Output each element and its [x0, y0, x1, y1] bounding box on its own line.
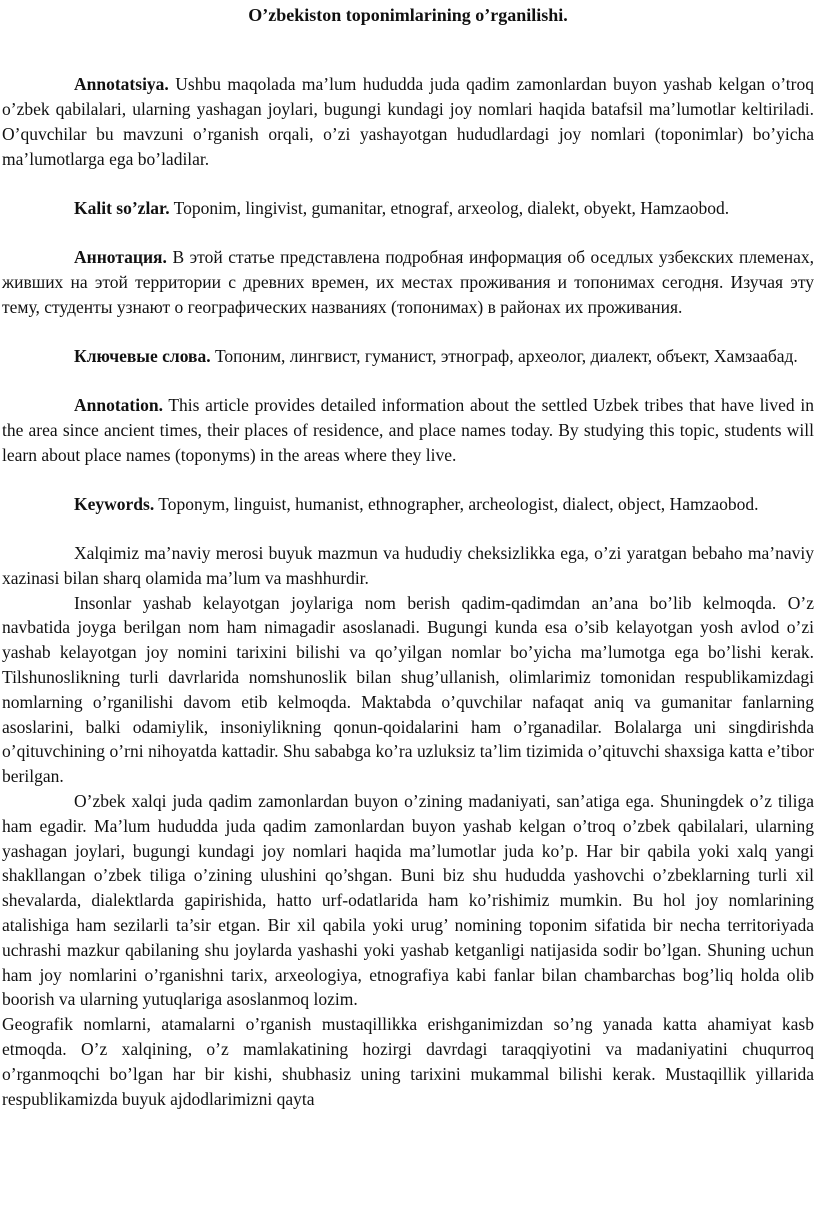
spacer: [2, 28, 814, 72]
spacer: [2, 320, 814, 344]
annotation-en-text: This article provides detailed information about the settled Uzbek tribes that have lived in the area since ancient times, their places of residence, and place names today. By studying this topic, students will learn about place names (toponyms) in the areas where they live.: [2, 395, 814, 465]
keywords-ru: [2, 344, 814, 369]
keywords-en-lead: Keywords.: [74, 494, 155, 514]
body-paragraph-3: O’zbek xalqi juda qadim zamonlardan buyon o’zining madaniyati, san’atiga ega. Shuningdek o’z tiliga ham egadir. Ma’lum hududda juda qadim zamonlardan buyon yashab kelgan o’troq o’zbek qabilalari, ularning yashagan joylari, bugungi kundagi joy nomlari haqida ma’lumotlar juda ko’p. Har bir qabila yoki xalq yangi shakllangan o’zbek tiliga o’zining ulushini qo’shgan. Buni biz shu hududda yashovchi o’zbeklarning turli xil shevalarda, dialektlarda gapirishida, hatto urf-odatlarida ham ko’rishimiz mumkin. Bu hol joy nomlarining atalishiga ham sezilarli ta’sir etgan. Bir xil qabila yoki urug’ nomining toponim sifatida bir necha territoriyada uchrashi mazkur qabilaning shu joylarda yashashi yoki yashab ketganligi natijasida sodir bo’lgan. Shuning uchun ham joy nomlarini o’rganishni tarix, arxeologiya, etnografiya kabi fanlar bilan chambarchas bog’liq holda olib boorish va ularning yutuqlariga asoslanmoq lozim.: [2, 790, 814, 1010]
spacer: [2, 468, 814, 492]
annotation-ru-text: В этой статье представлена подробная информация об оседлых узбекских племенах, живших на этой территории с древних времен, их местах проживания и топонимах сегодня. Изучая эту тему, студенты узнают о географических названиях (топонимах) в районах их проживания.: [2, 247, 814, 317]
annotation-ru-lead: Аннотация.: [74, 247, 167, 267]
spacer: [2, 172, 814, 196]
keywords-en: [2, 492, 814, 517]
annotation-uz: [2, 72, 814, 172]
spacer: [2, 369, 814, 393]
keywords-en-text: Toponym, linguist, humanist, ethnographer, archeologist, dialect, object, Hamzaobod.: [154, 494, 759, 514]
spacer: [2, 517, 814, 541]
document-title: O’zbekiston toponimlarining o’rganilishi.: [248, 5, 568, 25]
body-paragraph-2: Insonlar yashab kelayotgan joylariga nom berish qadim-qadimdan an’ana bo’lib kelmoqda. O’z navbatida joyga berilgan nom ham nimagadir asoslanadi. Bugungi kunda esa o’sib kelayotgan yosh avlod o’zi yashab kelayotgan joy nomini tarixini bilishi va qo’yilgan nomlar bo’yicha ma’lumotga ega bo’lishi kerak. Tilshunoslikning turli davrlarida nomshunoslik bilan shug’ullanish, olimlarimiz tomonidan respublikamizdagi nomlarning o’rganilishi davom etib kelmoqda. Maktabda o’quvchilar nafaqat aniq va gumanitar fanlarning asoslarini, balki odamiylik, insoniylikning qonun-qoidalarini ham o’rganadilar. Bolalarga uni singdirishda o’qituvchining o’rni nihoyatda kattadir. Shu sababga ko’ra uzluksiz ta’lim tizimida o’qituvchi shaxsiga katta e’tibor berilgan.: [2, 592, 814, 787]
annotation-en-lead: Annotation.: [74, 395, 163, 415]
keywords-uz-lead: Kalit so’zlar.: [74, 198, 170, 218]
spacer: [2, 221, 814, 245]
keywords-uz-text: Toponim, lingivist, gumanitar, etnograf, arxeolog, dialekt, obyekt, Hamzaobod.: [169, 198, 730, 218]
annotation-ru: [2, 245, 814, 320]
annotation-uz-text: Ushbu maqolada ma’lum hududda juda qadim zamonlardan buyon yashab kelgan o’troq o’zbek qabilalari, ularning yashagan joylari, bugungi kundagi joy nomlari haqida batafsil ma’lumotlar keltiriladi. O’quvchilar bu mavzuni o’rganish orqali, o’zi yashayotgan hududlardagi joy nomlari (toponimlar) bo’yicha ma’lumotlarga ega bo’ladilar.: [2, 74, 814, 169]
keywords-ru-text: Топоним, лингвист, гуманист, этнограф, археолог, диалект, объект, Хамзаабад.: [210, 346, 798, 366]
body-paragraph-4: Geografik nomlarni, atamalarni o’rganish mustaqillikka erishganimizdan so’ng yanada katta ahamiyat kasb etmoqda. O’z xalqining, o’z mamlakatining hozirgi davrdagi taraqqiyotini va madaniyatini chuqurroq o’rganmoqchi bo’lgan har bir kishi, shubhasiz uning tarixini mukammal bilishi kerak. Mustaqillik yillarida respublikamizda buyuk ajdodlarimizni qayta: [2, 1014, 814, 1109]
keywords-uz: [2, 196, 814, 221]
body-paragraph-1: Xalqimiz ma’naviy merosi buyuk mazmun va hududiy cheksizlikka ega, o’zi yaratgan bebaho ma’naviy xazinasi bilan sharq olamida ma’lum va mashhurdir.: [2, 543, 814, 588]
keywords-ru-lead: Ключевые слова.: [74, 346, 211, 366]
annotation-uz-lead: Annotatsiya.: [74, 74, 169, 94]
annotation-en: [2, 393, 814, 468]
